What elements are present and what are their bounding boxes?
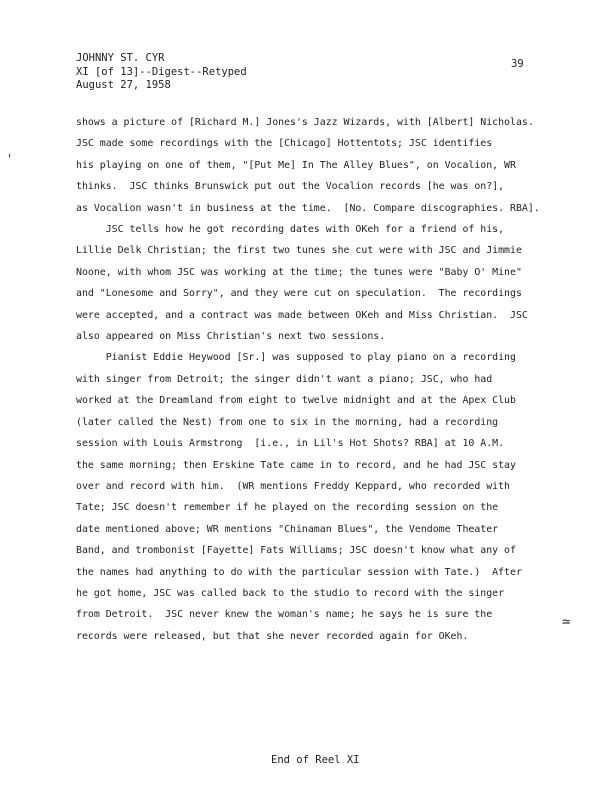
document-header: [76, 52, 247, 93]
text-line: Tate; JSC doesn't remember if he played on the recording session on the: [76, 502, 499, 514]
text-line: the same morning; then Erskine Tate came in to record, and he had JSC stay: [76, 459, 516, 471]
paragraph-3: [76, 347, 550, 647]
paragraph-1: [76, 112, 550, 219]
margin-tick-mark: ': [6, 152, 14, 166]
text-line: Pianist Eddie Heywood [Sr.] was supposed to play piano on a recording: [76, 352, 516, 364]
text-line: worked at the Dreamland from eight to twelve midnight and at the Apex Club: [76, 395, 516, 407]
text-line: JSC tells how he got recording dates with OKeh for a friend of his,: [76, 224, 505, 236]
document-body: [76, 112, 550, 647]
text-line: Noone, with whom JSC was working at the time; the tunes were "Baby O' Mine": [76, 266, 522, 278]
text-line: over and record with him. (WR mentions Freddy Keppard, who recorded with: [76, 480, 511, 492]
header-date: August 27, 1958: [76, 79, 171, 91]
text-line: as Vocalion wasn't in business at the time. [No. Compare discographies. RBA].: [76, 202, 540, 214]
text-line: thinks. JSC thinks Brunswick put out the Vocalion records [he was on?],: [76, 181, 505, 193]
text-line: date mentioned above; WR mentions "Chinaman Blues", the Vendome Theater: [76, 523, 499, 535]
text-line: Lillie Delk Christian; the first two tunes she cut were with JSC and Jimmie: [76, 245, 522, 257]
page-number: 39: [511, 58, 524, 70]
text-line: were accepted, and a contract was made between OKeh and Miss Christian. JSC: [76, 309, 528, 321]
text-line: the names had anything to do with the particular session with Tate.) After: [76, 566, 522, 578]
text-line: JSC made some recordings with the [Chicago] Hottentots; JSC identifies: [76, 138, 493, 150]
text-line: with singer from Detroit; the singer didn't want a piano; JSC, who had: [76, 373, 493, 385]
text-line: he got home, JSC was called back to the studio to record with the singer: [76, 587, 505, 599]
text-line: and "Lonesome and Sorry", and they were cut on speculation. The recordings: [76, 288, 522, 300]
text-line: from Detroit. JSC never knew the woman's name; he says he is sure the: [76, 609, 493, 621]
text-line: records were released, but that she never recorded again for OKeh.: [76, 630, 469, 642]
header-name: JOHNNY ST. CYR: [76, 52, 165, 64]
paragraph-2: [76, 219, 550, 347]
header-reel: XI [of 13]--Digest--Retyped: [76, 65, 247, 78]
text-line: Band, and trombonist [Fayette] Fats Williams; JSC doesn't know what any of: [76, 545, 516, 557]
text-line: also appeared on Miss Christian's next two sessions.: [76, 331, 386, 343]
text-line: (later called the Nest) from one to six in the morning, had a recording: [76, 416, 499, 428]
text-line: shows a picture of [Richard M.] Jones's Jazz Wizards, with [Albert] Nicholas.: [76, 117, 534, 128]
end-of-reel-footer: End of Reel XI: [271, 754, 360, 766]
text-line: his playing on one of them, "[Put Me] In The Alley Blues", on Vocalion, WR: [76, 159, 516, 171]
margin-check-mark: ≃: [562, 614, 571, 630]
text-line: session with Louis Armstrong [i.e., in Lil's Hot Shots? RBA] at 10 A.M.: [76, 438, 505, 450]
